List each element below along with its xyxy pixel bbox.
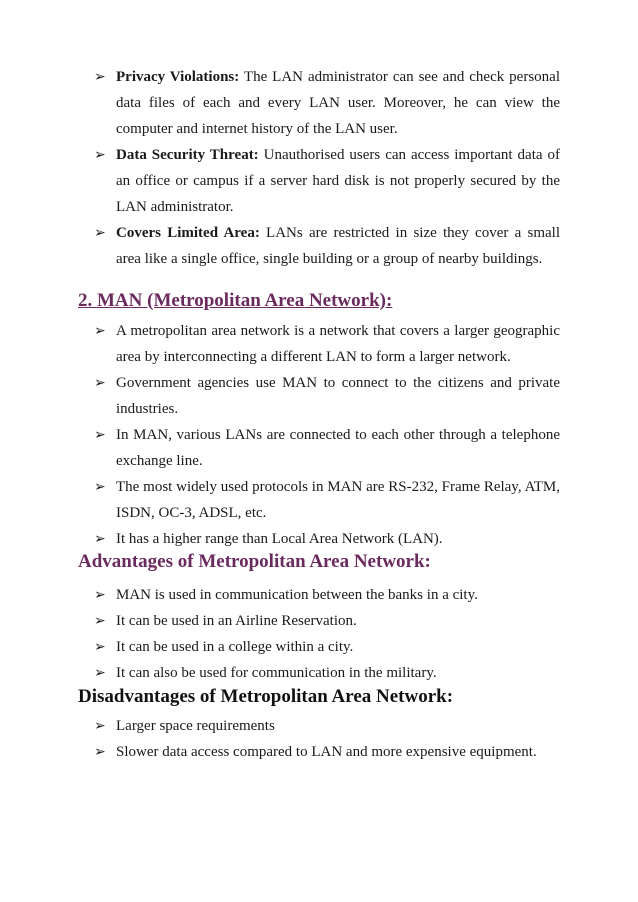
item-text: It has a higher range than Local Area Network (LAN). [116, 531, 443, 547]
item-term: Privacy Violations: [116, 69, 240, 85]
list-item [0, 582, 638, 608]
item-text: LANs are restricted in size they cover a small area like a single office, single building or a group of nearby buildings. [116, 225, 560, 267]
list-item [0, 526, 638, 552]
arrow-bullet-icon: ➢ [94, 639, 106, 655]
item-text: Government agencies use MAN to connect to the citizens and private industries. [116, 375, 560, 417]
arrow-bullet-icon: ➢ [94, 718, 106, 734]
item-text: The LAN administrator can see and check personal data files of each and every LAN user. Moreover, he can view the computer and internet history of the LAN user. [116, 69, 560, 137]
item-text: MAN is used in communication between the banks in a city. [116, 587, 478, 603]
list-item [0, 318, 638, 370]
item-text: Larger space requirements [116, 718, 275, 734]
arrow-bullet-icon: ➢ [94, 744, 106, 760]
item-text: Unauthorised users can access important data of an office or campus if a server hard disk is not properly secured by the LAN administrator. [116, 147, 560, 215]
advantages-heading: Advantages of Metropolitan Area Network: [78, 551, 431, 572]
arrow-bullet-icon: ➢ [94, 225, 106, 241]
item-text: Slower data access compared to LAN and more expensive equipment. [116, 744, 537, 760]
item-term: Covers Limited Area: [116, 225, 260, 241]
item-text: It can be used in a college within a city. [116, 639, 354, 655]
list-item [0, 370, 638, 422]
list-item [0, 142, 638, 220]
list-item [0, 64, 638, 142]
man-points-list [0, 318, 638, 552]
man-heading: 2. MAN (Metropolitan Area Network): [78, 290, 393, 311]
list-item [0, 422, 638, 474]
disadvantages-heading: Disadvantages of Metropolitan Area Network: [78, 686, 454, 707]
disadvantages-list [0, 713, 638, 765]
list-item [0, 608, 638, 634]
list-item [0, 739, 638, 765]
arrow-bullet-icon: ➢ [94, 323, 106, 339]
arrow-bullet-icon: ➢ [94, 147, 106, 163]
item-text: A metropolitan area network is a network that covers a larger geographic area by interconnecting a different LAN to form a larger network. [116, 323, 560, 365]
advantages-list [0, 582, 638, 686]
list-item [0, 474, 638, 526]
item-text: The most widely used protocols in MAN are RS-232, Frame Relay, ATM, ISDN, OC-3, ADSL, etc. [116, 479, 560, 521]
arrow-bullet-icon: ➢ [94, 69, 106, 85]
arrow-bullet-icon: ➢ [94, 613, 106, 629]
item-text: It can be used in an Airline Reservation. [116, 613, 357, 629]
list-item [0, 660, 638, 686]
lan-disadvantages-list [0, 64, 638, 272]
list-item [0, 713, 638, 739]
item-term: Data Security Threat: [116, 147, 259, 163]
arrow-bullet-icon: ➢ [94, 375, 106, 391]
item-text: It can also be used for communication in the military. [116, 665, 437, 681]
arrow-bullet-icon: ➢ [94, 531, 106, 547]
list-item [0, 634, 638, 660]
arrow-bullet-icon: ➢ [94, 479, 106, 495]
item-text: In MAN, various LANs are connected to each other through a telephone exchange line. [116, 427, 560, 469]
arrow-bullet-icon: ➢ [94, 665, 106, 681]
arrow-bullet-icon: ➢ [94, 587, 106, 603]
arrow-bullet-icon: ➢ [94, 427, 106, 443]
list-item [0, 220, 638, 272]
